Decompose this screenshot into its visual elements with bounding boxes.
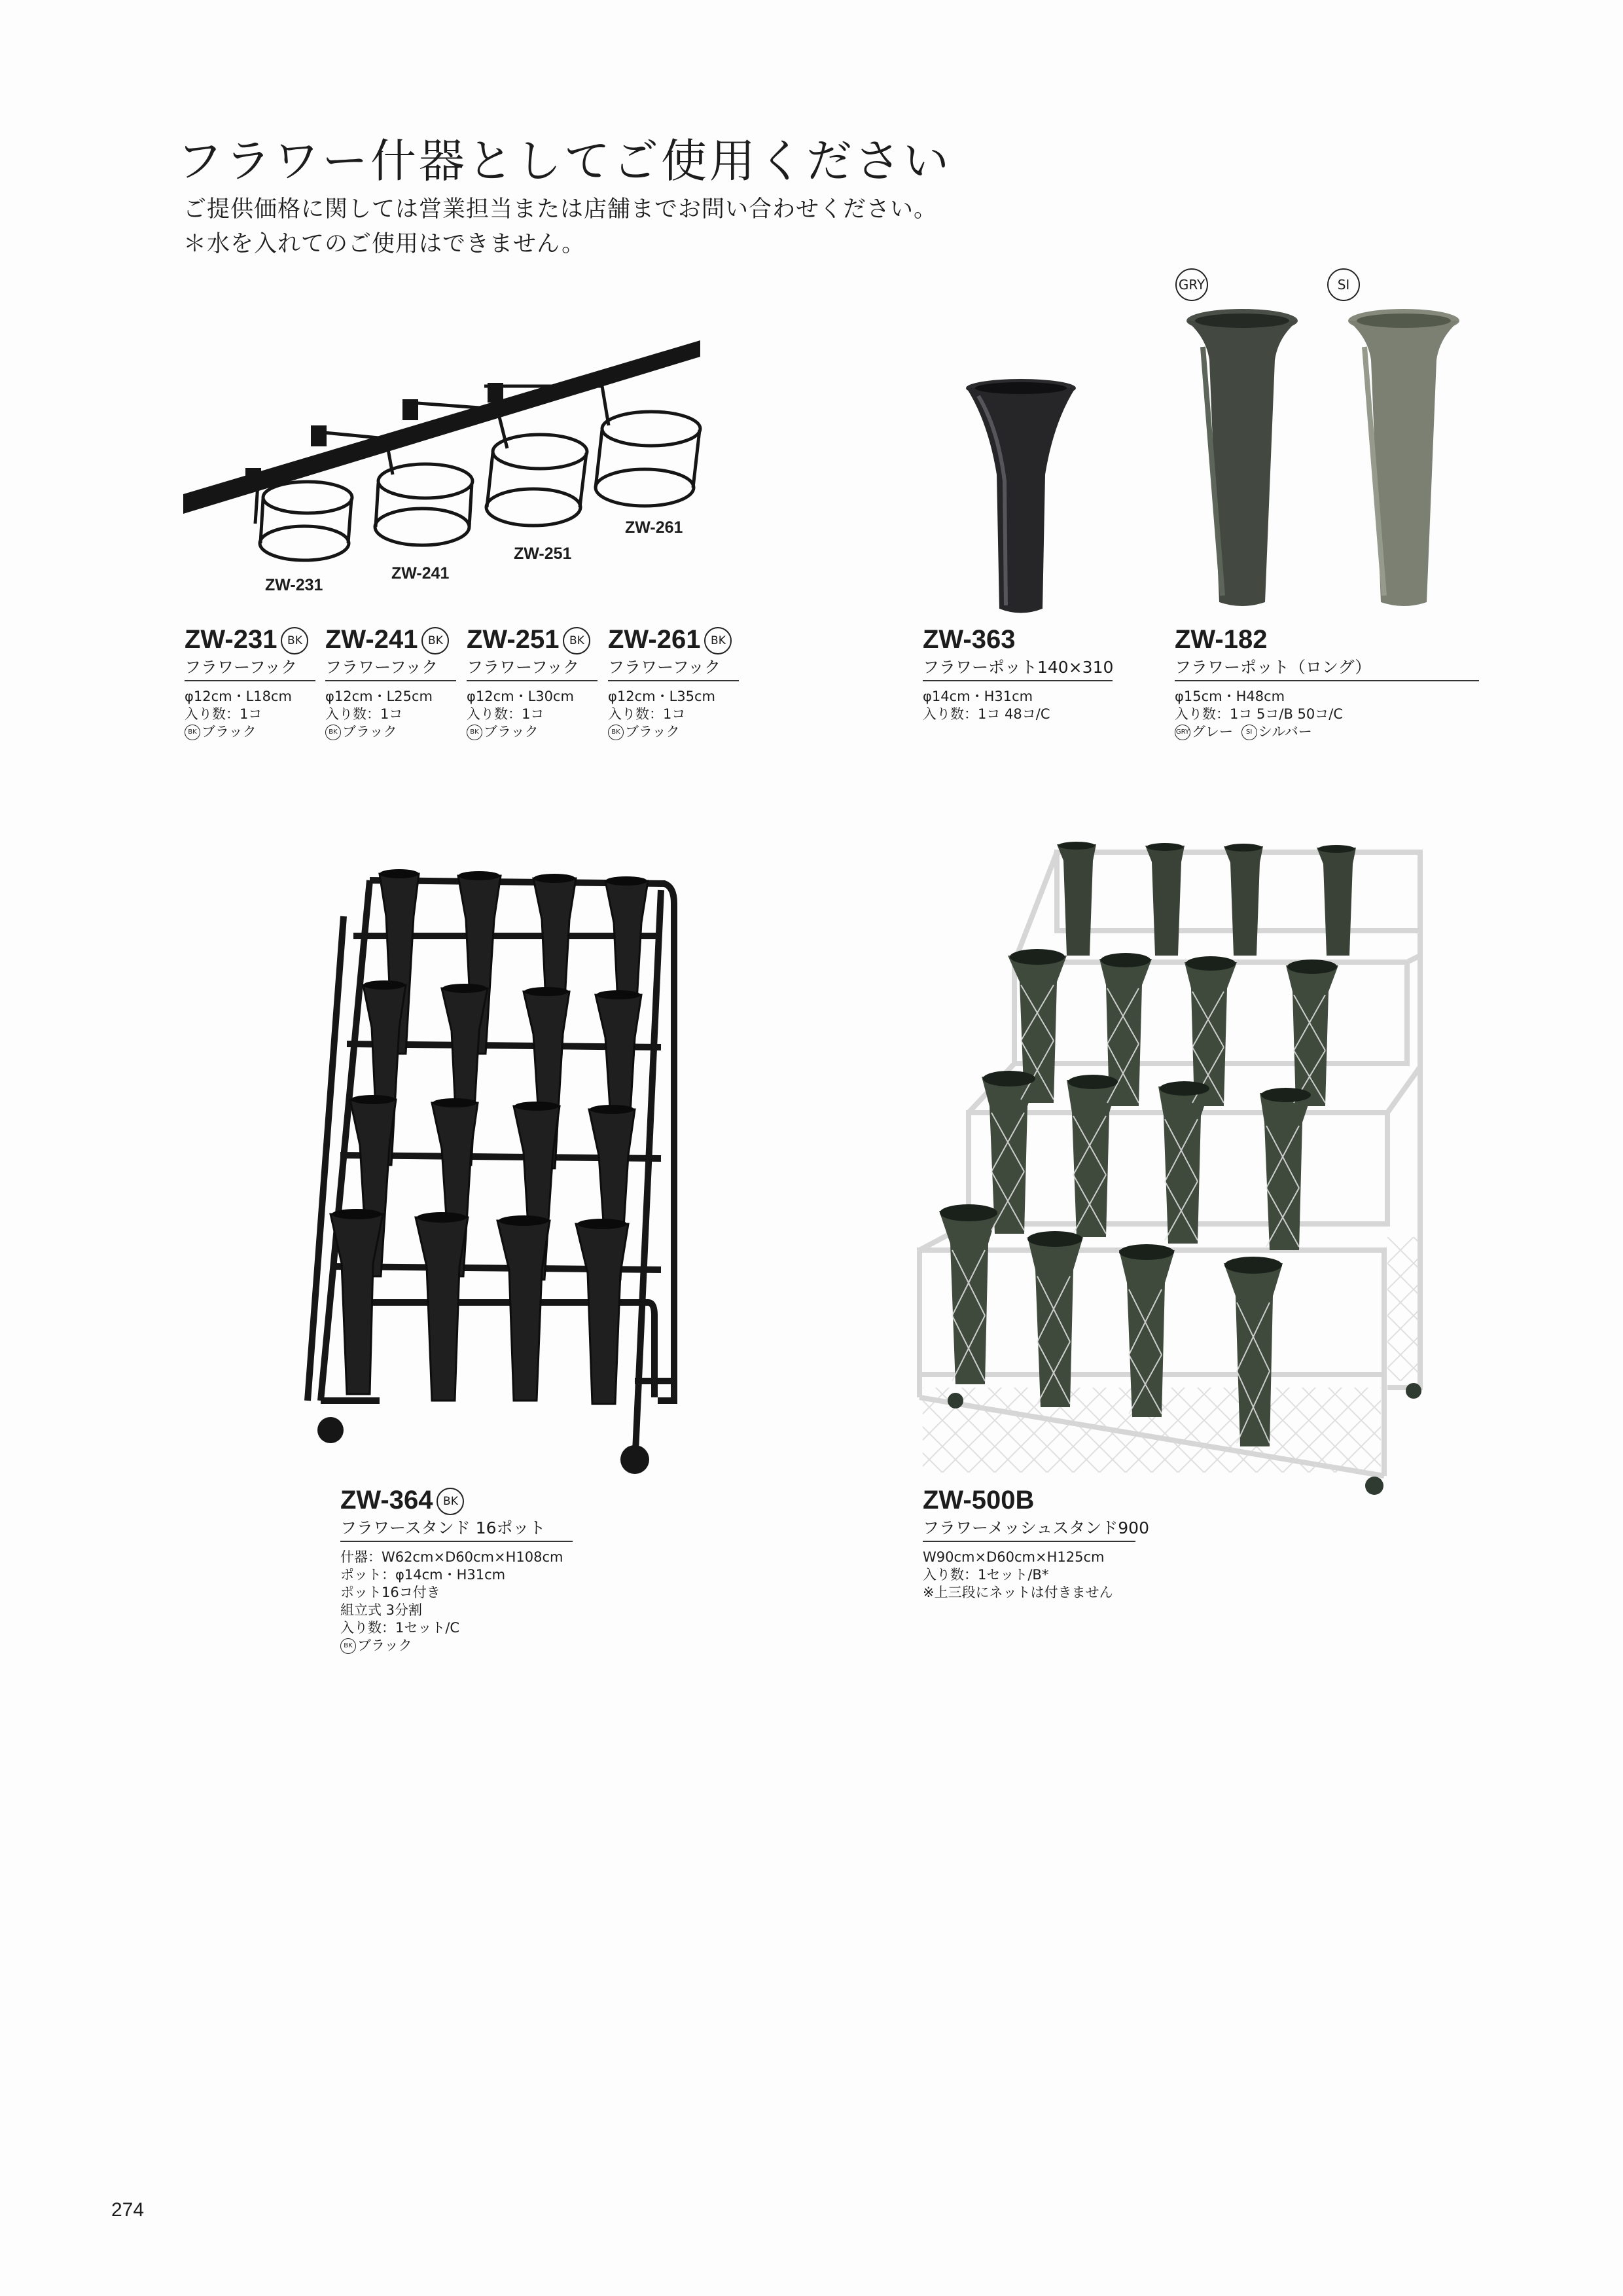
spec-pot-count: ポット16コ付き bbox=[340, 1585, 440, 1601]
color-badge: BK bbox=[704, 627, 732, 655]
product-size: φ12cm・L30cm bbox=[467, 689, 575, 705]
product-name: フラワーポット140×310 bbox=[923, 655, 1113, 681]
pot-182-silver-photo bbox=[1345, 308, 1463, 609]
color-name: ブラック bbox=[484, 724, 539, 740]
color-badge: BK bbox=[437, 1488, 464, 1515]
price-note: ご提供価格に関しては営業担当または店舗までお問い合わせください。 bbox=[183, 196, 938, 223]
product-zw-182 bbox=[1175, 625, 1482, 741]
product-zw-231 bbox=[185, 625, 315, 741]
spec-pot: ポット：φ14cm・H31cm bbox=[340, 1567, 506, 1583]
hook-label-251: ZW-251 bbox=[514, 545, 572, 563]
pot-363-photo bbox=[959, 376, 1083, 619]
color-name: ブラック bbox=[625, 724, 680, 740]
flower-stand-16-pots-photo bbox=[308, 857, 687, 1479]
flower-hooks-photo bbox=[177, 327, 733, 615]
product-qty: 入り数：1コ bbox=[467, 706, 544, 723]
product-qty: 入り数：1コ bbox=[325, 706, 403, 723]
product-zw-241 bbox=[325, 625, 456, 741]
product-zw-261 bbox=[608, 625, 739, 741]
product-code: ZW-182 bbox=[1175, 625, 1268, 654]
hook-label-261: ZW-261 bbox=[625, 518, 683, 537]
product-qty: 入り数：1コ 5コ/B 50コ/C bbox=[1175, 706, 1344, 722]
spec-net-note: ※上三段にネットは付きません bbox=[923, 1585, 1113, 1600]
product-qty: 入り数：1コ bbox=[185, 706, 262, 723]
product-qty: 入り数：1セット/C bbox=[340, 1620, 460, 1636]
product-name: フラワーポット（ロング） bbox=[1175, 655, 1479, 681]
product-zw-364 bbox=[340, 1486, 576, 1655]
product-name: フラワーフック bbox=[608, 655, 739, 681]
product-code: ZW-261 bbox=[608, 625, 701, 654]
product-size: φ14cm・H31cm bbox=[923, 689, 1033, 704]
product-code: ZW-231 bbox=[185, 625, 277, 654]
color-name: ブラック bbox=[357, 1638, 412, 1654]
page-title: フラワー什器としてご使用ください bbox=[177, 134, 952, 188]
color-code: BK bbox=[185, 725, 200, 740]
product-code: ZW-241 bbox=[325, 625, 418, 654]
color-code: BK bbox=[325, 725, 341, 740]
product-zw-500b bbox=[923, 1486, 1149, 1602]
product-qty: 入り数：1セット/B* bbox=[923, 1567, 1049, 1583]
flower-mesh-stand-photo bbox=[916, 844, 1427, 1512]
product-zw-251 bbox=[467, 625, 597, 741]
product-code: ZW-251 bbox=[467, 625, 560, 654]
color-badge-gry: GRY bbox=[1175, 268, 1208, 301]
hook-label-231: ZW-231 bbox=[265, 576, 323, 594]
product-code: ZW-364 bbox=[340, 1486, 433, 1515]
water-note: ＊水を入れてのご使用はできません。 bbox=[183, 231, 586, 257]
product-size: φ15cm・H48cm bbox=[1175, 689, 1285, 704]
product-name: フラワーフック bbox=[467, 655, 597, 681]
product-code: ZW-500B bbox=[923, 1486, 1035, 1515]
spec-fixture: 什器：W62cm×D60cm×H108cm bbox=[340, 1549, 563, 1566]
color-name: グレー bbox=[1192, 724, 1233, 740]
product-size: φ12cm・L35cm bbox=[608, 689, 716, 705]
color-name: ブラック bbox=[202, 724, 257, 740]
product-code: ZW-363 bbox=[923, 625, 1016, 654]
product-qty: 入り数：1コ 48コ/C bbox=[923, 706, 1050, 722]
color-badge: BK bbox=[281, 627, 308, 655]
pot-182-grey-photo bbox=[1183, 308, 1301, 609]
color-badge-si: SI bbox=[1327, 268, 1360, 301]
hook-label-241: ZW-241 bbox=[391, 564, 450, 583]
spec-dimensions: W90cm×D60cm×H125cm bbox=[923, 1549, 1105, 1565]
product-size: φ12cm・L25cm bbox=[325, 689, 433, 705]
product-size: φ12cm・L18cm bbox=[185, 689, 293, 705]
color-badge: BK bbox=[421, 627, 449, 655]
color-code: BK bbox=[608, 725, 624, 740]
product-name: フラワーメッシュスタンド900 bbox=[923, 1515, 1135, 1542]
product-zw-363 bbox=[923, 625, 1119, 723]
product-name: フラワースタンド 16ポット bbox=[340, 1515, 573, 1542]
color-badge: BK bbox=[563, 627, 590, 655]
product-name: フラワーフック bbox=[185, 655, 315, 681]
spec-assembly: 組立式 3分割 bbox=[340, 1602, 423, 1619]
color-name: シルバー bbox=[1258, 724, 1312, 740]
product-qty: 入り数：1コ bbox=[608, 706, 686, 723]
page-number: 274 bbox=[111, 2199, 145, 2221]
color-name: ブラック bbox=[342, 724, 397, 740]
color-code: GRY bbox=[1175, 725, 1190, 740]
product-name: フラワーフック bbox=[325, 655, 456, 681]
color-code: BK bbox=[467, 725, 482, 740]
color-code: SI bbox=[1241, 725, 1257, 740]
color-code: BK bbox=[340, 1638, 356, 1654]
